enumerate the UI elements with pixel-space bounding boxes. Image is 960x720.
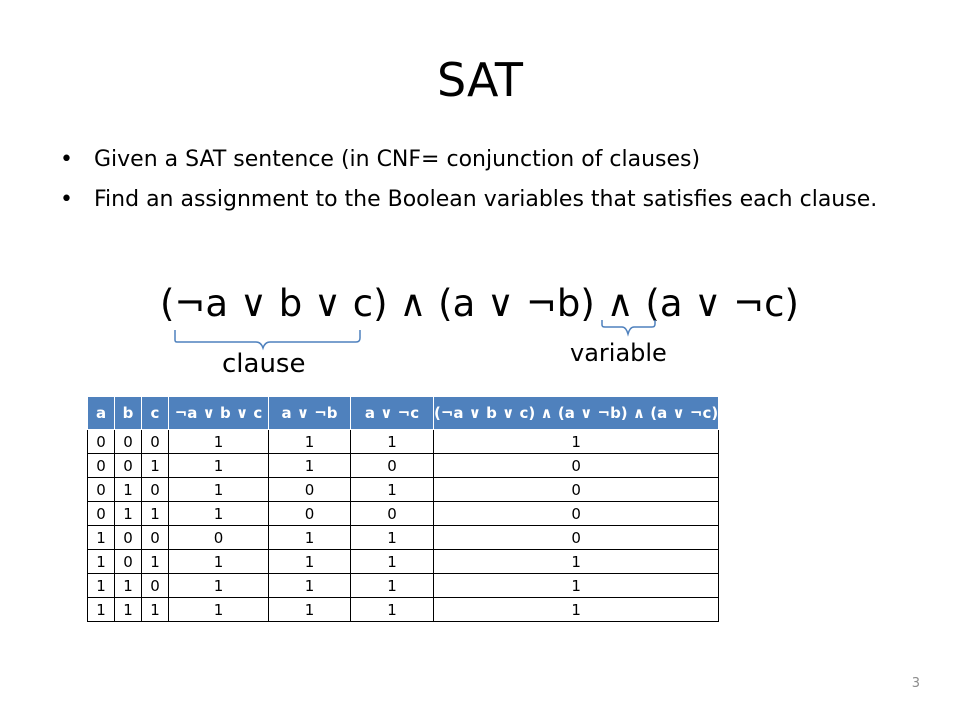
table-row <box>88 526 719 550</box>
table-cell: 0 <box>351 502 434 526</box>
table-row <box>88 454 719 478</box>
table-cell: 1 <box>351 550 434 574</box>
table-cell: 0 <box>434 526 719 550</box>
table-cell: 1 <box>351 430 434 454</box>
table-cell: 1 <box>169 574 269 598</box>
table-cell: 1 <box>434 598 719 622</box>
table-cell: 1 <box>142 550 169 574</box>
table-cell: 1 <box>115 574 142 598</box>
table-cell: 0 <box>115 550 142 574</box>
table-cell: 1 <box>115 598 142 622</box>
table-cell: 0 <box>142 526 169 550</box>
table-cell: 1 <box>88 574 115 598</box>
table-cell: 1 <box>169 478 269 502</box>
table-cell: 1 <box>269 574 351 598</box>
table-cell: 0 <box>142 430 169 454</box>
table-cell: 1 <box>434 430 719 454</box>
table-cell: 0 <box>434 478 719 502</box>
table-cell: 0 <box>142 478 169 502</box>
column-header-b: b <box>115 397 142 430</box>
table-cell: 1 <box>115 478 142 502</box>
table-row <box>88 574 719 598</box>
table-cell: 1 <box>115 502 142 526</box>
table-row <box>88 430 719 454</box>
table-cell: 1 <box>169 430 269 454</box>
column-header-c: c <box>142 397 169 430</box>
table-cell: 1 <box>269 526 351 550</box>
table-cell: 1 <box>269 454 351 478</box>
table-cell: 1 <box>434 550 719 574</box>
table-cell: 0 <box>142 574 169 598</box>
cnf-formula: (¬a ∨ b ∨ c) ∧ (a ∨ ¬b) ∧ (a ∨ ¬c) <box>160 282 799 325</box>
table-cell: 1 <box>269 430 351 454</box>
bullet-icon: • <box>60 187 73 212</box>
table-cell: 1 <box>169 550 269 574</box>
column-header-formula: (¬a ∨ b ∨ c) ∧ (a ∨ ¬b) ∧ (a ∨ ¬c) <box>434 397 719 430</box>
table-row <box>88 478 719 502</box>
table-cell: 0 <box>88 430 115 454</box>
table-cell: 0 <box>88 454 115 478</box>
bullet-text: Find an assignment to the Boolean variables that satisfies each clause. <box>94 187 878 212</box>
column-header-clause-2: a ∨ ¬b <box>269 397 351 430</box>
table-cell: 1 <box>351 574 434 598</box>
table-row <box>88 598 719 622</box>
table-cell: 1 <box>351 598 434 622</box>
table-cell: 0 <box>434 454 719 478</box>
bullet-text: Given a SAT sentence (in CNF= conjunction of clauses) <box>94 147 701 172</box>
table-header-row <box>88 397 719 430</box>
table-cell: 1 <box>142 598 169 622</box>
table-cell: 1 <box>169 598 269 622</box>
table-row <box>88 550 719 574</box>
clause-brace <box>175 330 360 348</box>
table-cell: 0 <box>269 502 351 526</box>
table-cell: 1 <box>351 478 434 502</box>
truth-table <box>87 396 719 622</box>
table-cell: 1 <box>169 502 269 526</box>
variable-label: variable <box>570 339 667 367</box>
table-cell: 0 <box>115 430 142 454</box>
table-cell: 1 <box>142 502 169 526</box>
table-cell: 1 <box>142 454 169 478</box>
variable-brace <box>602 320 655 334</box>
page-number: 3 <box>911 676 920 691</box>
column-header-a: a <box>88 397 115 430</box>
table-cell: 0 <box>269 478 351 502</box>
table-cell: 0 <box>115 526 142 550</box>
table-cell: 1 <box>269 598 351 622</box>
table-cell: 0 <box>88 502 115 526</box>
table-cell: 1 <box>88 598 115 622</box>
column-header-clause-1: ¬a ∨ b ∨ c <box>169 397 269 430</box>
table-cell: 0 <box>115 454 142 478</box>
clause-label: clause <box>222 349 306 379</box>
bullet-icon: • <box>60 147 73 172</box>
table-cell: 0 <box>88 478 115 502</box>
table-row <box>88 502 719 526</box>
table-cell: 1 <box>169 454 269 478</box>
table-cell: 0 <box>169 526 269 550</box>
table-cell: 1 <box>269 550 351 574</box>
table-cell: 0 <box>434 502 719 526</box>
table-cell: 1 <box>351 526 434 550</box>
table-cell: 1 <box>88 526 115 550</box>
column-header-clause-3: a ∨ ¬c <box>351 397 434 430</box>
table-cell: 1 <box>434 574 719 598</box>
slide-title: SAT <box>436 53 524 107</box>
table-cell: 0 <box>351 454 434 478</box>
table-cell: 1 <box>88 550 115 574</box>
